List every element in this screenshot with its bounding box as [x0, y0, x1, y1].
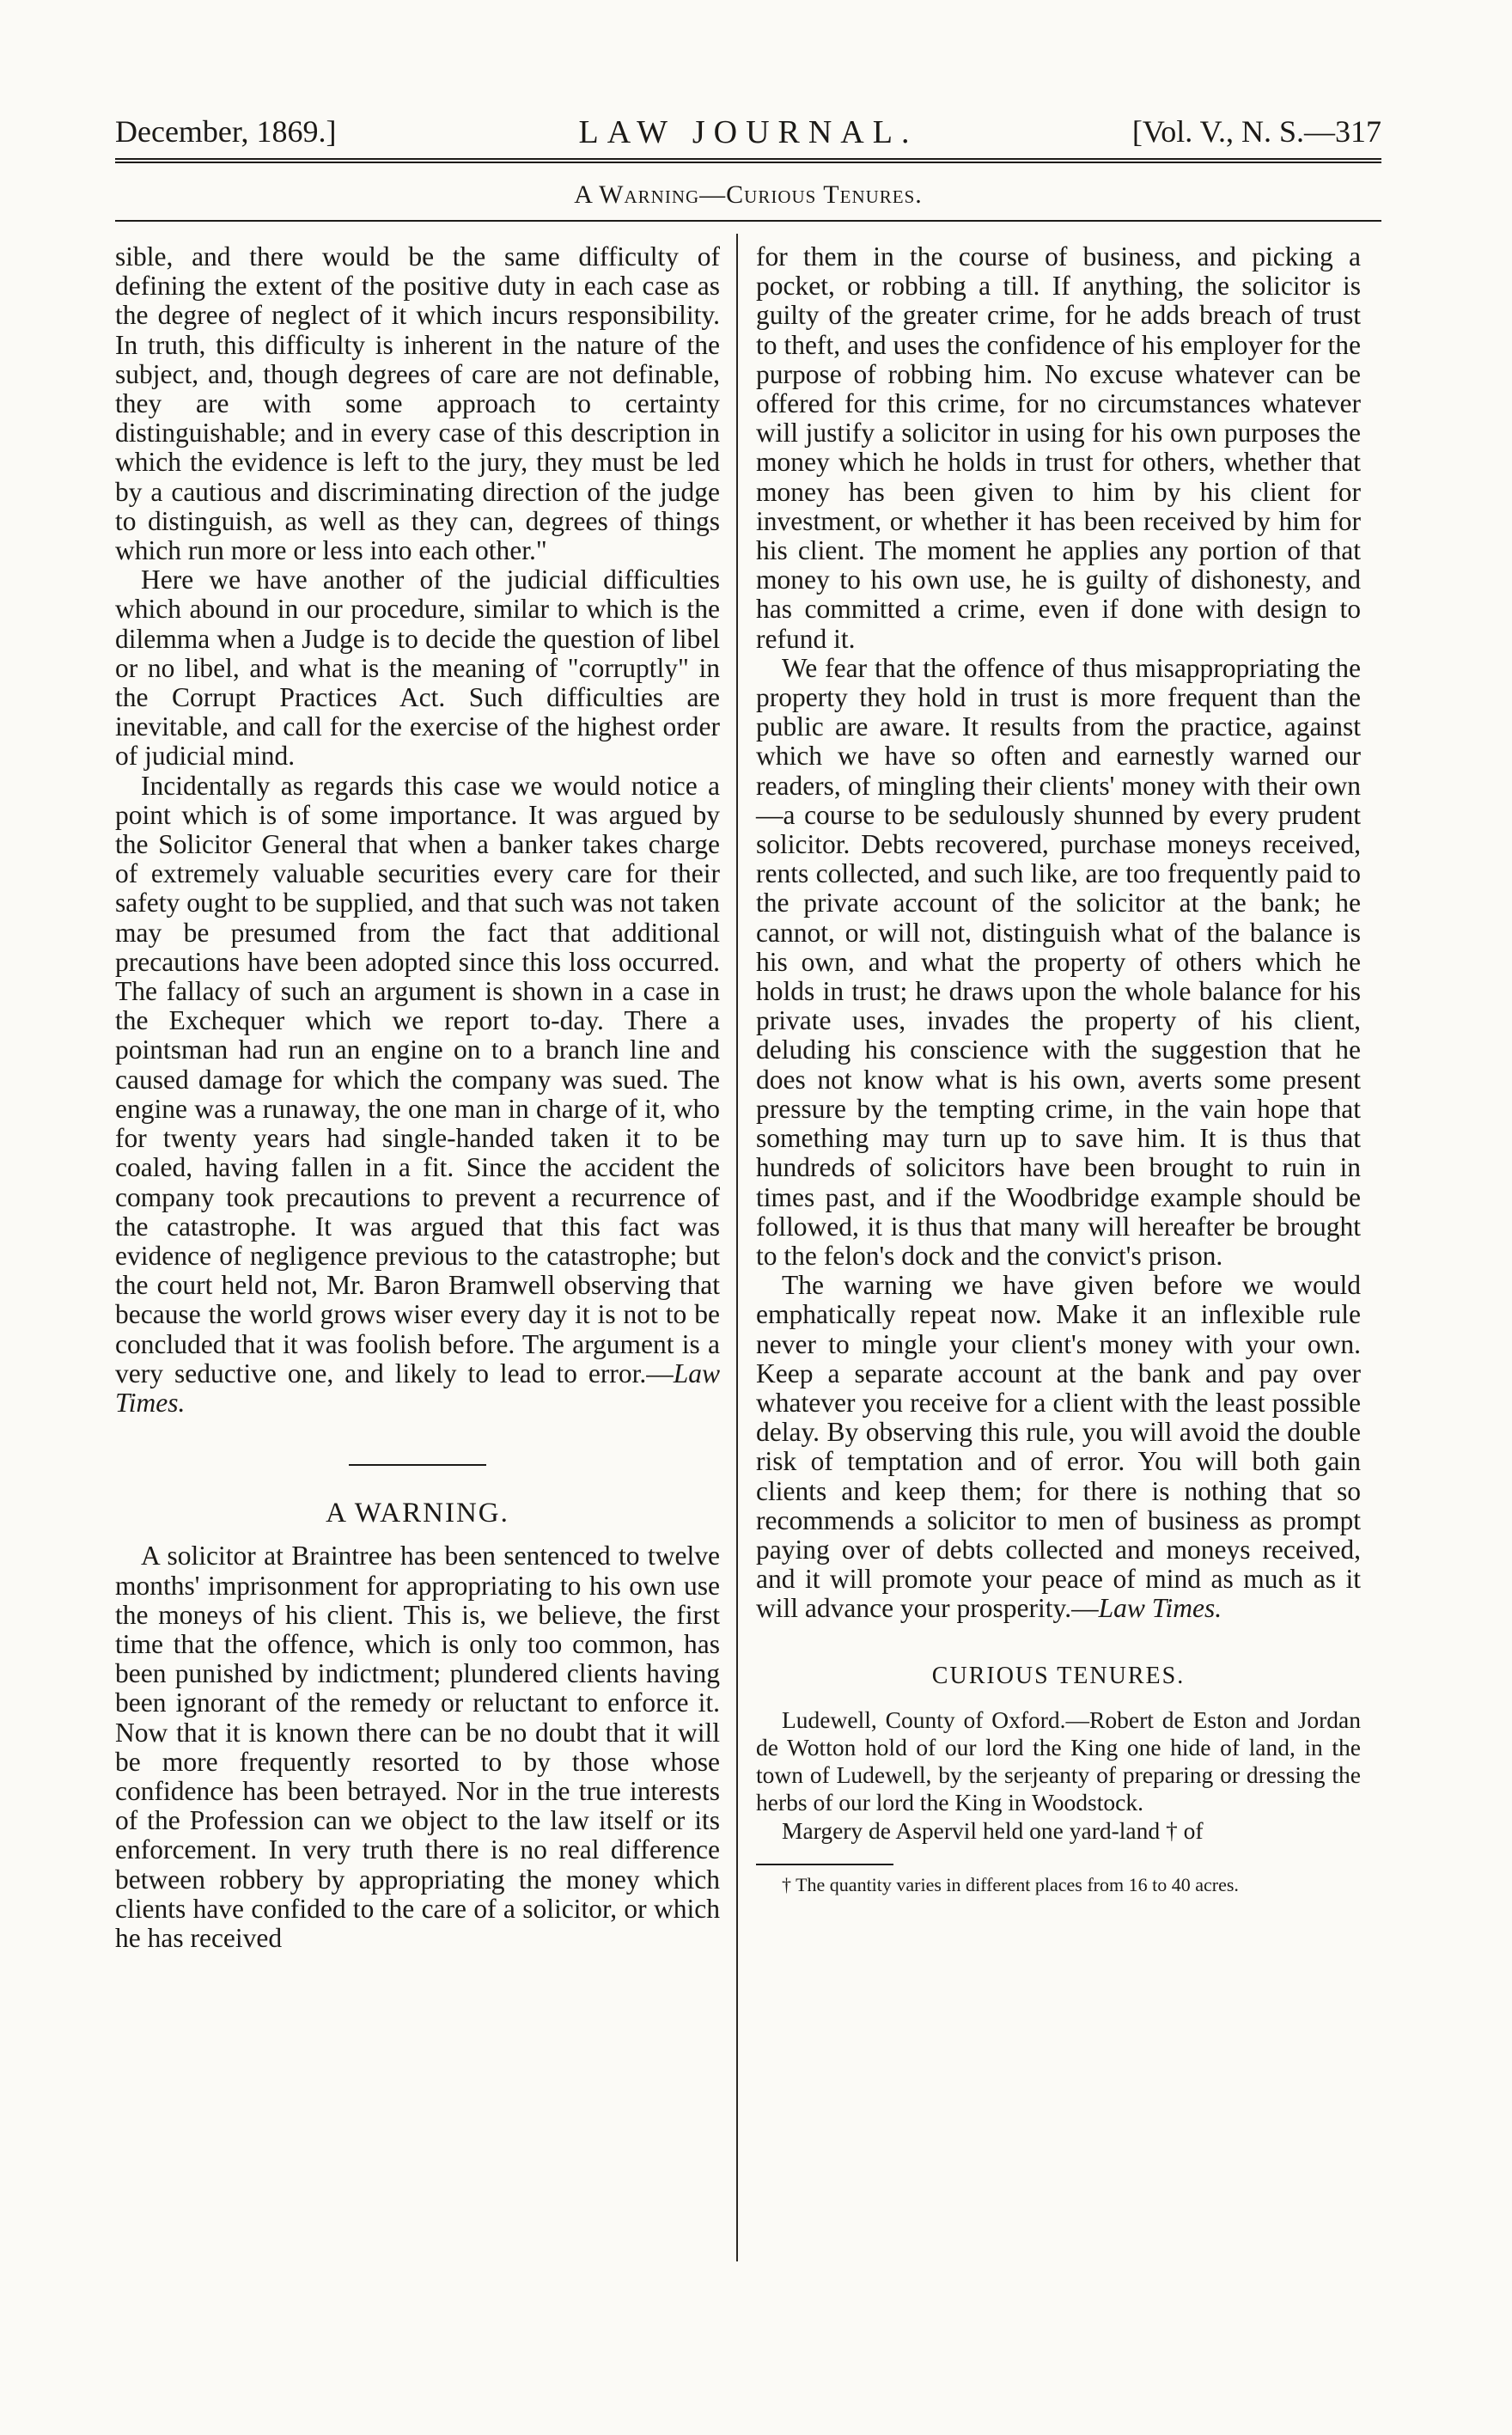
journal-title: LAW JOURNAL.: [578, 114, 918, 150]
left-para-3: [115, 772, 720, 1418]
section-running-title: A Warning—Curious Tenures.: [574, 180, 923, 209]
warning-para-1: A solicitor at Braintree has been sentenced to twelve months' imprisonment for appropriating to his own use the moneys of his client. This is, we believe, the first time that the offence, which is only too common, has been punished by indictment; plundered clients having been ignorant of the remedy or reluctant to enforce it. Now that it is known there can be no doubt that it will be more frequently resorted to by those whose confidence has been betrayed. Nor in the true interests of the Profession can we object to the law itself or its enforcement. In very truth there is no real difference between robbery by appropriating the money which clients have confided to the care of a solicitor, or which he has received: [115, 1541, 720, 1953]
left-column: [115, 242, 720, 1953]
tenures-body: [756, 1706, 1361, 1845]
footnote: † The quantity varies in different places from 16 to 40 acres.: [782, 1873, 1239, 1895]
right-para-2: We fear that the offence of thus misappropriating the property they hold in trust is more frequent than the public are aware. It results from the practice, against which we have so often and earnestly warned our readers, of mingling their clients' money with their own—a course to be sedulously shunned by every prudent solicitor. Debts recovered, purchase moneys received, rents collected, and such like, are too frequently paid to the private account of the solicitor at the bank; he cannot, or will not, distinguish what of the balance is his own, and what the property of others which he holds in trust; he draws upon the whole balance for his private uses, invades the property of his client, deluding his conscience with the suggestion that he does not know what is his own, averts some present pressure by the tempting crime, in the vain hope that something may turn up to save him. It is thus that hundreds of solicitors have been brought to ruin in times past, and if the Woodbridge example should be followed, it is thus that many will hereafter be brought to the felon's dock and the convict's prison.: [756, 652, 1361, 1271]
footnote-rule: [756, 1864, 893, 1865]
header-double-rule: [115, 158, 1381, 163]
right-para-3-source: Law Times.: [1098, 1593, 1222, 1624]
left-para-1: sible, and there would be the same difficulty of defining the extent of the positive duty in each case as the degree of neglect of it which incurs responsibility. In truth, this difficulty is inherent in the nature of the subject, and, though degrees of care are not definable, they are with some approach to certainty distinguishable; and in every case of this description in which the evidence is left to the jury, they must be led by a cautious and discriminating direction of the judge to distinguish, as well as they can, degrees of things which run more or less into each other.": [115, 241, 720, 566]
right-column: [756, 242, 1361, 1896]
tenures-para-1: Ludewell, County of Oxford.—Robert de Eston and Jordan de Wotton hold of our lord the King one hide of land, in the town of Ludewell, by the serjeanty of preparing or dressing the herbs of our lord the King in Woodstock.: [756, 1706, 1361, 1816]
left-para-3-text: Incidentally as regards this case we would notice a point which is of some importance. It was argued by the Solicitor General that when a banker takes charge of extremely valuable securities every care for their safety ought to be supplied, and that such was not taken may be presumed from the fact that additional precautions have been adopted since this loss occurred. The fallacy of such an argument is shown in a case in the Exchequer which we report to-day. There a pointsman had run an engine on to a branch line and caused damage for which the company was sued. The engine was a runaway, the one man in charge of it, who for twenty years had single-handed taken it to be coaled, having fallen in a fit. Since the accident the company took precautions to prevent a recurrence of the catastrophe. It was argued that this fact was evidence of negligence previous to the catastrophe; but the court held not, Mr. Baron Bramwell observing that because the world grows wiser every day it is not to be concluded that it was foolish before. The argument is a very seductive one, and likely to lead to error.—: [115, 770, 720, 1388]
article-separator-rule: [349, 1464, 486, 1466]
page-header: [115, 113, 1381, 156]
right-para-3: [756, 1271, 1361, 1623]
left-para-2: Here we have another of the judicial difficulties which abound in our procedure, similar to which is the dilemma when a Judge is to decide the question of libel or no libel, and what is the meaning of "corruptly" in the Corrupt Practices Act. Such difficulties are inevitable, and call for the exercise of the highest order of judicial mind.: [115, 565, 720, 772]
tenures-para-2: Margery de Aspervil held one yard-land † of: [782, 1816, 1204, 1844]
left-para-3-source: Law Times.: [115, 1358, 720, 1418]
column-divider: [736, 234, 738, 2261]
right-para-3-text: The warning we have given before we would emphatically repeat now. Make it an inflexible rule never to mingle your client's money with your own. Keep a separate account at the bank and pay over whatever you receive for a client with the least possible delay. By observing this rule, you will avoid the double risk of temptation and of error. You will both gain clients and keep them; for there is nothing that so recommends a solicitor to men of business as prompt paying over of debts collected and moneys received, and it will promote your peace of mind as much as it will advance your prosperity.—: [756, 1270, 1361, 1624]
header-date: December, 1869.]: [115, 114, 337, 149]
right-para-1: for them in the course of business, and picking a pocket, or robbing a till. If anything, the solicitor is guilty of the greater crime, for he adds breach of trust to theft, and uses the confidence of his employer for the purpose of robbing him. No excuse whatever can be offered for this crime, for no circumstances whatever will justify a solicitor in using for his own purposes the money which he holds in trust for others, whether that money has been given to him by his client for investment, or whether it has been received by him for his client. The moment he applies any portion of that money to his own use, he is guilty of dishonesty, and has committed a crime, even if done with design to refund it.: [756, 241, 1361, 654]
section-rule: [115, 220, 1381, 222]
tenures-heading: CURIOUS TENURES.: [931, 1662, 1186, 1689]
volume-page-number: [Vol. V., N. S.—317: [1131, 114, 1381, 149]
warning-heading: A WARNING.: [326, 1498, 509, 1529]
